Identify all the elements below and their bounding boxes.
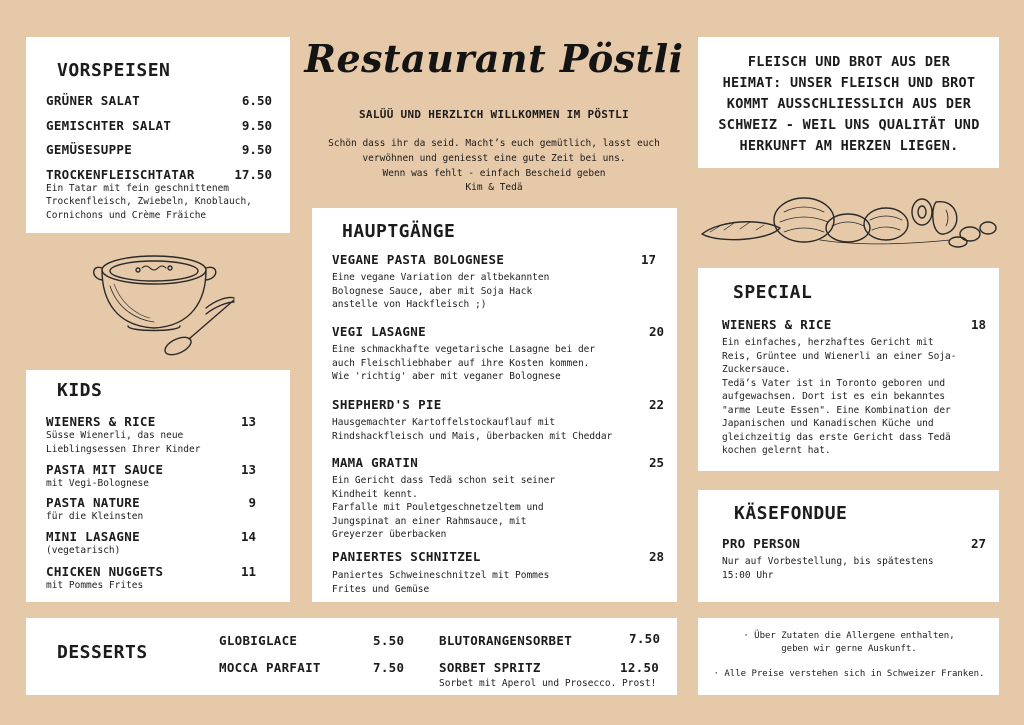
note-line: FLEISCH UND BROT AUS DER — [747, 54, 951, 70]
item-price: 13 — [240, 462, 256, 477]
desserts-heading: DESSERTS — [57, 642, 148, 663]
desc-line: Eine vegane Variation der altbekannten — [332, 272, 550, 283]
intro-line: Wenn was fehlt - einfach Bescheid geben — [382, 168, 606, 179]
item-name: SHEPHERD'S PIE — [332, 397, 442, 412]
item-price: 17.50 — [234, 166, 272, 182]
item-price: 11 — [240, 563, 256, 579]
item-description — [332, 416, 662, 443]
menu-item — [332, 455, 662, 542]
item-description — [332, 271, 662, 312]
menu-item — [46, 167, 272, 181]
menu-item — [46, 414, 256, 456]
menu-item — [46, 529, 256, 558]
item-price: 25 — [648, 455, 664, 470]
desc-line: Zuckersauce. — [722, 364, 791, 375]
dessert-description: Sorbet mit Aperol und Prosecco. Prost! — [439, 678, 657, 689]
dessert-name: GLOBIGLACE — [219, 633, 298, 648]
item-price: 14 — [240, 529, 256, 544]
desc-line: Reis, Grüntee und Wienerli an einer Soja- — [722, 350, 957, 362]
dessert-price: 7.50 — [373, 660, 405, 675]
menu-item — [46, 142, 272, 167]
desc-line: auch Fleischliebhaber auf ihre Kosten kommen. — [332, 357, 590, 369]
desc-line: Kindheit kennt. — [332, 488, 418, 500]
desc-line: Rindshackfleisch und Mais, überbacken mit Cheddar — [332, 430, 613, 442]
price-note: · Alle Preise verstehen sich in Schweizer Franken. — [713, 669, 985, 679]
desc-line: anstelle von Hackfleisch ;) — [332, 299, 487, 310]
desc-line: Trockenfleisch, Zwiebeln, Knoblauch, — [46, 196, 252, 207]
desc-line: gleichzeitig das erste Gericht dass Tedä — [722, 431, 951, 443]
item-description — [722, 555, 986, 582]
desc-line: Hausgemachter Kartoffelstockauflauf mit — [332, 417, 556, 428]
item-name: WIENERS & RICE — [46, 414, 156, 429]
desc-line: Ein Tatar mit fein geschnittenem — [46, 182, 230, 194]
restaurant-title: Restaurant Pöstli — [304, 36, 684, 81]
menu-item — [722, 317, 986, 458]
desc-line: Lieblingsessen Ihrer Kinder — [46, 443, 201, 455]
dessert-name: MOCCA PARFAIT — [219, 660, 321, 675]
desc-line: Eine schmackhafte vegetarische Lasagne bei der — [332, 344, 596, 355]
note-line: geben wir gerne Auskunft. — [781, 644, 917, 654]
intro-line: verwöhnen und geniesst eine gute Zeit bei uns. — [362, 153, 626, 164]
desc-line: Greyerzer überbacken — [332, 529, 447, 540]
desc-line: Jungspinat an einer Rahmsauce, mit — [332, 515, 527, 527]
item-description — [332, 343, 662, 384]
desc-line: Süsse Wienerli, das neue — [46, 430, 184, 441]
item-name: TROCKENFLEISCHTATAR — [46, 166, 195, 182]
kaesefondue-card — [698, 490, 999, 602]
special-card — [698, 268, 999, 471]
notes-card — [698, 618, 999, 695]
menu-item — [46, 93, 272, 118]
note-line: HERKUNFT AM HERZEN LIEGEN. — [739, 138, 959, 154]
bread-and-meat-illustration — [700, 190, 998, 250]
note-line: HEIMAT: UNSER FLEISCH UND BROT — [722, 75, 976, 91]
note-line: KOMMT AUSSCHLIESSLICH AUS DER — [726, 96, 972, 112]
item-price: 20 — [648, 324, 664, 339]
desc-line: aufgewachsen. Dort ist es ein bekanntes — [722, 391, 946, 402]
menu-item — [46, 462, 256, 491]
item-name: GEMÜSESUPPE — [46, 142, 133, 157]
item-price: 22 — [648, 397, 664, 412]
item-description — [46, 182, 272, 223]
kids-heading: KIDS — [57, 380, 103, 401]
desc-line: Frites und Gemüse — [332, 583, 430, 595]
intro-line: Schön dass ihr da seid. Macht’s euch gemütlich, lasst euch — [328, 138, 660, 149]
menu-item — [46, 495, 256, 524]
desserts-card — [26, 618, 677, 695]
item-name: GEMISCHTER SALAT — [46, 117, 172, 133]
item-name: CHICKEN NUGGETS — [46, 563, 164, 579]
dessert-name: SORBET SPRITZ — [439, 660, 541, 675]
item-price: 27 — [970, 536, 986, 551]
kaesefondue-heading: KÄSEFONDUE — [734, 503, 848, 524]
vorspeisen-heading: VORSPEISEN — [57, 60, 171, 81]
hauptgaenge-card — [312, 208, 677, 602]
item-description — [332, 569, 662, 596]
desc-line: Wie 'richtig' aber mit veganer Bolognese — [332, 371, 561, 382]
desc-line: Ein Gericht dass Tedä schon seit seiner — [332, 475, 556, 486]
fleisch-brot-note — [704, 52, 994, 157]
vorspeisen-list — [46, 93, 272, 222]
desc-line: Paniertes Schweineschnitzel mit Pommes — [332, 570, 550, 581]
item-description — [722, 336, 986, 458]
kids-list — [46, 414, 256, 596]
item-price: 9.50 — [241, 117, 272, 133]
item-price: 18 — [970, 317, 986, 332]
item-price: 9 — [248, 494, 256, 510]
item-name: PANIERTES SCHNITZEL — [332, 549, 481, 564]
desc-line: Japanischen und Kanadischen Küche und — [722, 418, 934, 429]
item-price: 28 — [648, 549, 664, 564]
menu-item — [46, 564, 256, 593]
signature: Kim & Tedä — [465, 182, 523, 193]
item-description — [46, 429, 256, 456]
desc-line: "arme Leute Essen". Eine Kombination der — [722, 404, 951, 416]
soup-bowl-illustration — [88, 240, 238, 362]
desc-line: Cornichons und Crème Fräiche — [46, 209, 207, 221]
note-line: · Über Zutaten die Allergene enthalten, — [743, 631, 955, 641]
vorspeisen-card — [26, 37, 290, 233]
item-name: PASTA NATURE — [46, 494, 140, 510]
note-line: SCHWEIZ - WEIL UNS QUALITÄT UND — [718, 117, 980, 133]
item-description: für die Kleinsten — [46, 510, 144, 522]
desc-line: kochen gelernt hat. — [722, 445, 831, 456]
desc-line: Nur auf Vorbestellung, bis spätestens — [722, 556, 934, 567]
item-name: GRÜNER SALAT — [46, 93, 140, 108]
dessert-price: 12.50 — [620, 660, 660, 675]
fleisch-brot-note-card — [698, 37, 999, 168]
desc-line: 15:00 Uhr — [722, 569, 774, 581]
dessert-price: 7.50 — [629, 631, 661, 646]
item-price: 9.50 — [241, 142, 272, 157]
desc-line: Bolognese Sauce, aber mit Soja Hack — [332, 285, 533, 297]
desc-line: Tedä’s Vater ist in Toronto geboren und — [722, 377, 946, 389]
item-description — [332, 474, 662, 542]
item-description: mit Vegi-Bolognese — [46, 478, 149, 489]
item-name: VEGI LASAGNE — [332, 324, 426, 339]
hauptgaenge-heading: HAUPTGÄNGE — [342, 221, 456, 242]
item-price: 17 — [640, 252, 656, 267]
item-name: MAMA GRATIN — [332, 455, 419, 470]
menu-item — [332, 324, 662, 384]
item-description: mit Pommes Frites — [46, 579, 144, 591]
menu-item — [46, 118, 272, 143]
item-price: 13 — [240, 414, 256, 429]
kids-card — [26, 370, 290, 602]
item-name: PRO PERSON — [722, 536, 801, 551]
dessert-price: 5.50 — [373, 633, 405, 648]
menu-item — [332, 397, 662, 443]
desc-line: Ein einfaches, herzhaftes Gericht mit — [722, 337, 934, 348]
menu-item — [332, 549, 662, 596]
item-name: VEGANE PASTA BOLOGNESE — [332, 252, 505, 267]
item-name: WIENERS & RICE — [722, 317, 832, 332]
item-name: MINI LASAGNE — [46, 529, 140, 544]
special-heading: SPECIAL — [733, 282, 813, 303]
desc-line: Farfalle mit Pouletgeschnetzeltem und — [332, 502, 544, 513]
item-name: PASTA MIT SAUCE — [46, 462, 164, 477]
welcome-heading: SALÜÜ UND HERZLICH WILLKOMMEN IM PÖSTLI — [359, 108, 629, 121]
allergen-note — [704, 630, 994, 656]
item-price: 6.50 — [241, 93, 272, 108]
intro-text — [306, 136, 682, 181]
item-description: (vegetarisch) — [46, 545, 121, 556]
menu-item — [722, 536, 986, 582]
dessert-name: BLUTORANGENSORBET — [439, 633, 573, 648]
menu-item — [332, 252, 662, 312]
